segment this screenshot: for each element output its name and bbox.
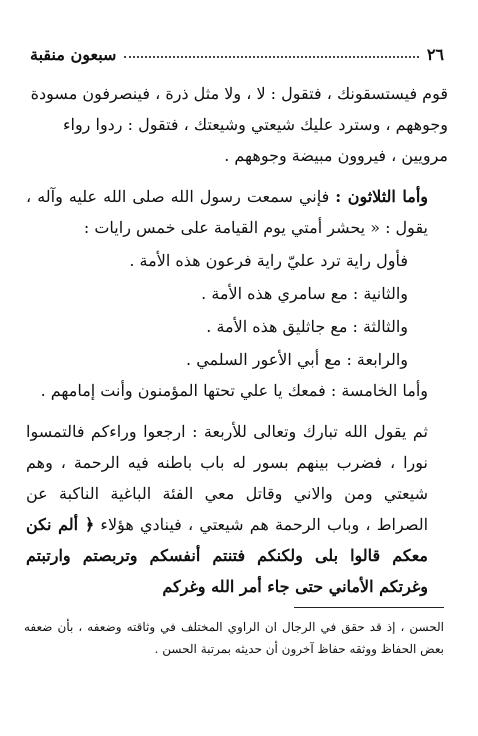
quran-quote: ﴿ ألم نكن معكم قالوا بلى ولكنكم فتنتم أنفسكم وتربصتم وارتبتم وغرتكم الأماني حتى جاء أمر الله وغركم [26, 515, 428, 596]
book-title: سبعون منقبة [30, 45, 117, 64]
banner-item: والرابعة : مع أبي الأعور السلمي . [186, 350, 408, 369]
banner-item: فأول راية ترد عليّ راية فرعون هذه الأمة . [129, 251, 408, 270]
footnote [24, 616, 444, 660]
header-dotted-leader [124, 56, 418, 58]
banner-item: وأما الخامسة : فمعك يا علي تحتها المؤمنون وأنت إمامهم . [40, 381, 428, 400]
text-line: وجوههم ، وسترد عليك شيعتي وشيعتك ، فتقول : ردوا رواء [62, 115, 448, 134]
text-line: قوم فيستسقونك ، فتقول : لا ، ولا مثل ذرة ، فينصرفون مسودة [30, 84, 448, 103]
closing-paragraph [26, 416, 448, 602]
footnote-text: الحسن ، إذ قد حقق في الرجال ان الراوي المختلف في وثاقته وضعفه ، بأن ضعفه بعض الحفاظ ووثقه حفاظ آخرون أن حديثه بمرتبة الحسن . [24, 620, 444, 656]
thirtieth-paragraph [26, 181, 448, 243]
banner-item: والثالثة : مع جاثليق هذه الأمة . [206, 317, 408, 336]
text-line: مرويين ، فيروون مبيضة وجوههم . [224, 146, 448, 165]
footnote-divider [294, 607, 444, 608]
banner-item: والثانية : مع سامري هذه الأمة . [201, 284, 408, 303]
running-header [30, 38, 444, 64]
section-label: وأما الثلاثون : [335, 187, 428, 206]
main-text [26, 78, 448, 602]
paragraph-text: فإني سمعت رسول الله صلى الله عليه وآله ، يقول : « يحشر أمتي يوم القيامة على خمس رايات : [26, 187, 428, 237]
paragraph-text: ثم يقول الله تبارك وتعالى للأربعة : ارجعوا وراءكم فالتمسوا نورا ، فضرب بينهم بسور له باب باطنه فيه الرحمة ، وهم شيعتي ومن والاني وقاتل معي الفئة الباغية الناكبة عن الصراط ، وباب الرحمة هم شيعتي ، فينادي هؤلاء [26, 422, 429, 534]
page-number: ٢٦ [426, 45, 444, 64]
